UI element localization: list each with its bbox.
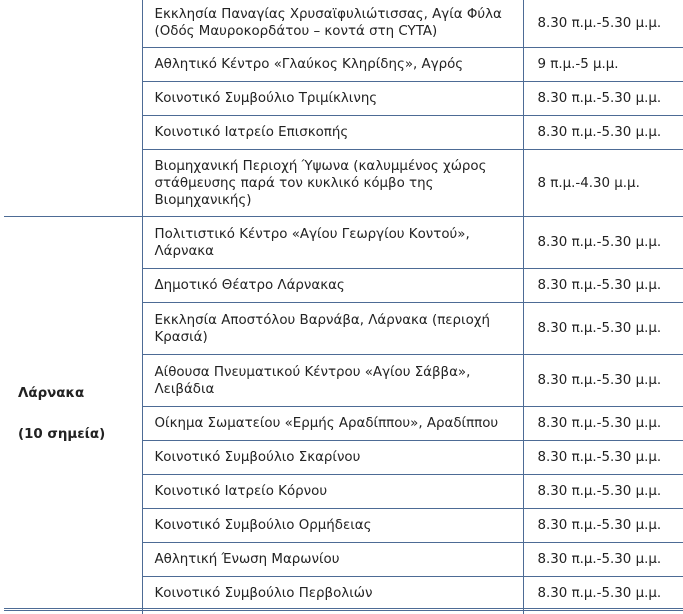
- table-row: [4, 217, 683, 269]
- hours-cell: 8.30 π.μ.-5.30 μ.μ.: [523, 577, 683, 611]
- hours-cell: 8.30 π.μ.-5.30 μ.μ.: [523, 407, 683, 441]
- place-cell: Κοινοτικό Συμβούλιο Τριμίκλινης: [142, 82, 523, 116]
- hours-cell: 8.30 π.μ.-5.30 μ.μ.: [523, 82, 683, 116]
- hours-cell: 8.30 π.μ.-5.30 μ.μ.: [523, 0, 683, 48]
- region-name: Λάρνακα: [18, 385, 85, 401]
- region-count: (10 σημεία): [18, 426, 106, 442]
- place-cell: Εκκλησία Αποστόλου Βαρνάβα, Λάρνακα (περιοχή Κρασιά): [142, 303, 523, 355]
- place-cell: Κοινοτικό Ιατρείο Επισκοπής: [142, 116, 523, 150]
- table-row: [4, 0, 683, 48]
- place-cell: Αθλητική Ένωση Μαρωνίου: [142, 543, 523, 577]
- place-cell: Πολιτιστικό Κέντρο «Αγίου Γεωργίου Κοντού», Λάρνακα: [142, 217, 523, 269]
- place-cell: Κοινοτικό Ιατρείο Κόρνου: [142, 475, 523, 509]
- place-cell: Κοινοτικό Συμβούλιο Ορμήδειας: [142, 509, 523, 543]
- hours-cell: 8.30 π.μ.-5.30 μ.μ.: [523, 543, 683, 577]
- vaccination-points-table: [4, 0, 683, 611]
- hours-cell: 8.30 π.μ.-5.30 μ.μ.: [523, 303, 683, 355]
- hours-cell: 9 π.μ.-5 μ.μ.: [523, 48, 683, 82]
- hours-cell: 8.30 π.μ.-5.30 μ.μ.: [523, 269, 683, 303]
- place-cell: Βιομηχανική Περιοχή Ύψωνα (καλυμμένος χώρος στάθμευσης παρά τον κυκλικό κόμβο της Βιομηχανικής): [142, 150, 523, 217]
- hours-cell: 8.30 π.μ.-5.30 μ.μ.: [523, 441, 683, 475]
- hours-cell: 8.30 π.μ.-5.30 μ.μ.: [523, 355, 683, 407]
- place-cell: Δημοτικό Θέατρο Λάρνακας: [142, 269, 523, 303]
- hours-cell: 8.30 π.μ.-5.30 μ.μ.: [523, 217, 683, 269]
- place-cell: Αίθουσα Πνευματικού Κέντρου «Αγίου Σάββα», Λειβάδια: [142, 355, 523, 407]
- row-divider: [4, 608, 683, 609]
- next-row-stub: [0, 607, 683, 614]
- column-divider: [142, 608, 143, 614]
- region-cell-larnaca: [4, 217, 142, 611]
- place-cell: Αθλητικό Κέντρο «Γλαύκος Κληρίδης», Αγρός: [142, 48, 523, 82]
- region-cell-previous: [4, 0, 142, 217]
- column-divider: [523, 608, 524, 614]
- place-cell: Εκκλησία Παναγίας Χρυσαϊφυλιώτισσας, Αγία Φύλα (Οδός Μαυροκορδάτου – κοντά στη CYTA): [142, 0, 523, 48]
- hours-cell: 8.30 π.μ.-5.30 μ.μ.: [523, 116, 683, 150]
- hours-cell: 8.30 π.μ.-5.30 μ.μ.: [523, 509, 683, 543]
- hours-cell: 8 π.μ.-4.30 μ.μ.: [523, 150, 683, 217]
- place-cell: Κοινοτικό Συμβούλιο Σκαρίνου: [142, 441, 523, 475]
- place-cell: Κοινοτικό Συμβούλιο Περβολιών: [142, 577, 523, 611]
- place-cell: Οίκημα Σωματείου «Ερμής Αραδίππου», Αραδίππου: [142, 407, 523, 441]
- hours-cell: 8.30 π.μ.-5.30 μ.μ.: [523, 475, 683, 509]
